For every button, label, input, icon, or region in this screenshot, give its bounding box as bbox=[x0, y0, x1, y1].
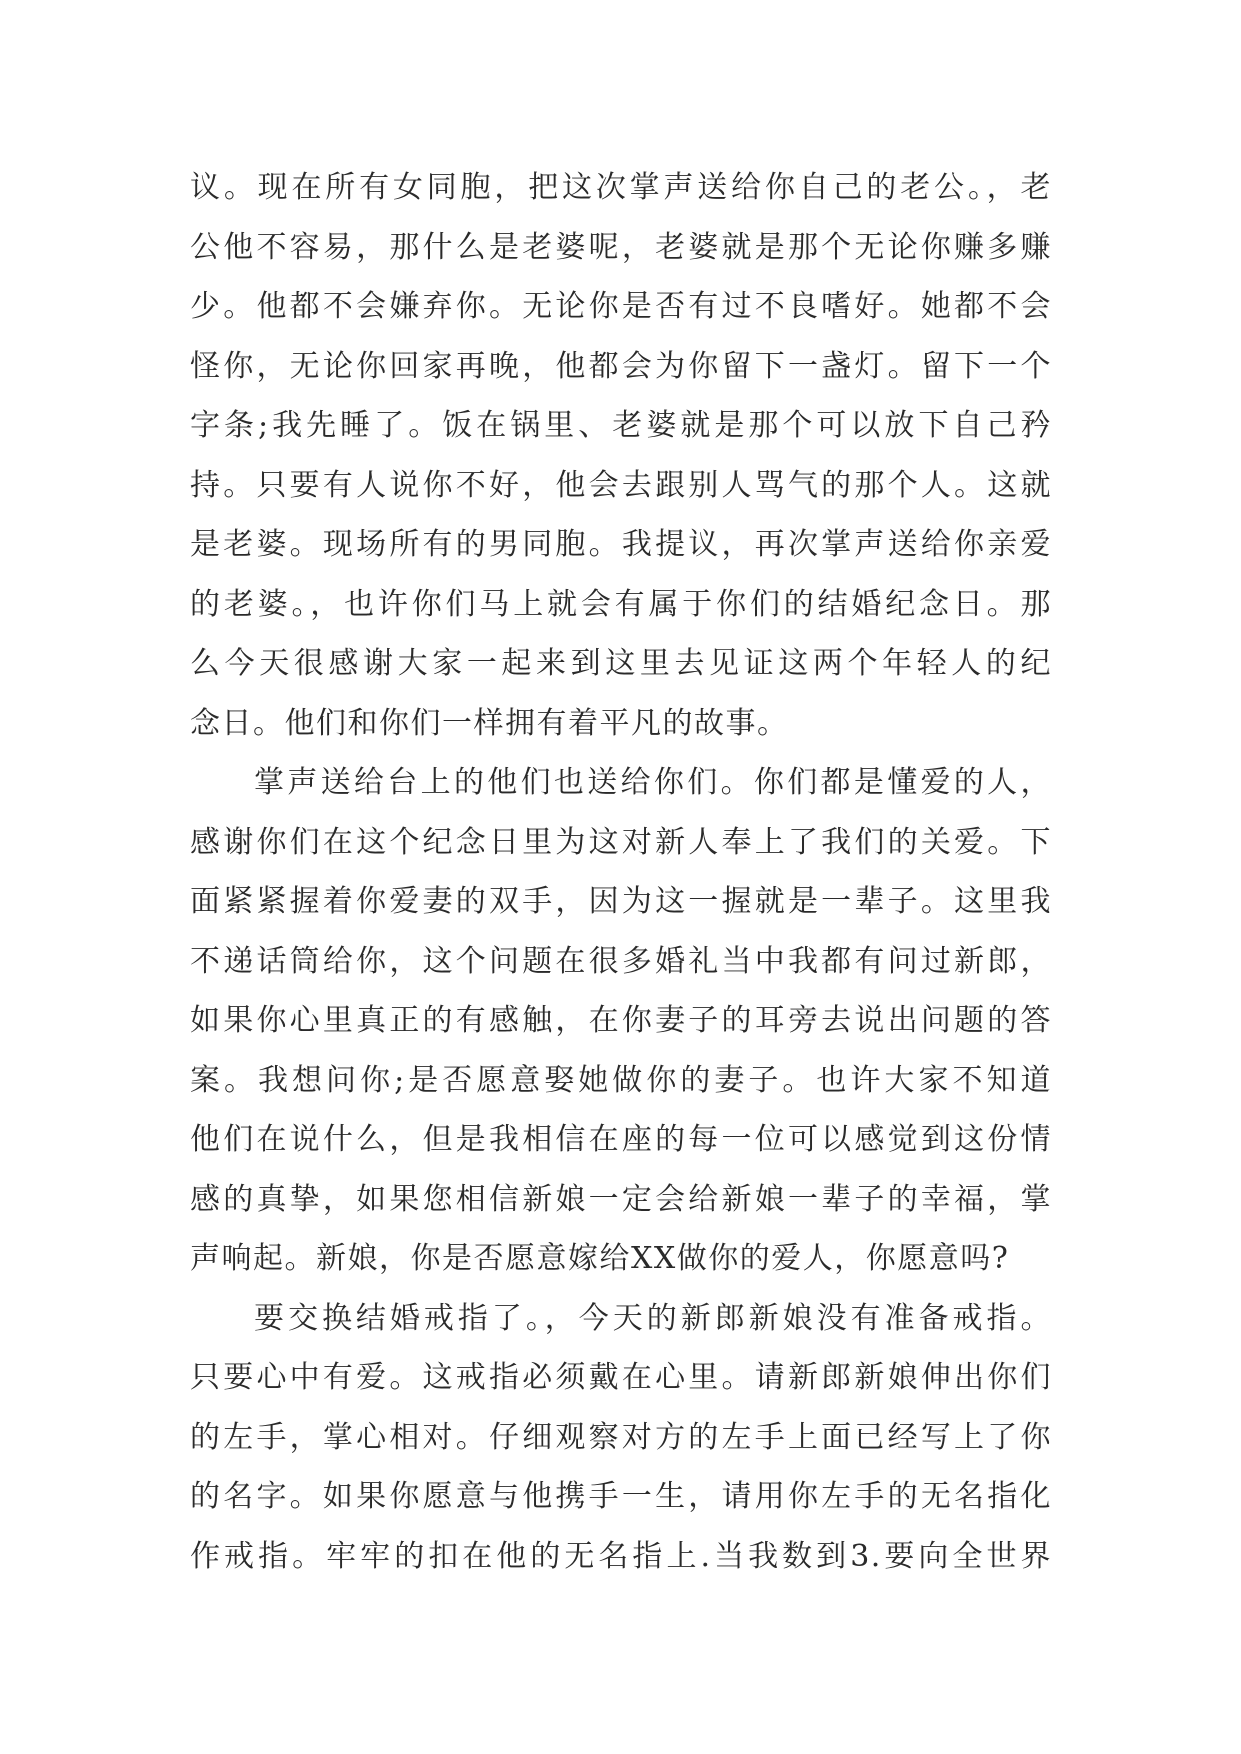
text-line: 如果你心里真正的有感触，在你妻子的耳旁去说出问题的答 bbox=[190, 1003, 1052, 1038]
text-line: 公他不容易，那什么是老婆呢，老婆就是那个无论你赚多赚 bbox=[190, 229, 1052, 265]
text-line: 字条;我先睡了。饭在锅里、老婆就是那个可以放下自己矜 bbox=[190, 408, 1052, 443]
text-line: 不递话筒给你，这个问题在很多婚礼当中我都有问过新郎， bbox=[190, 943, 1052, 979]
text-line: 掌声送给台上的他们也送给你们。你们都是懂爱的人， bbox=[254, 765, 1052, 800]
text-line: 只要心中有爱。这戒指必须戴在心里。请新郎新娘伸出你们 bbox=[190, 1360, 1052, 1395]
text-line: 他们在说什么，但是我相信在座的每一位可以感觉到这份情 bbox=[190, 1122, 1052, 1157]
text-line: 感的真挚，如果您相信新娘一定会给新娘一辈子的幸福，掌 bbox=[190, 1181, 1052, 1217]
text-line: 少。他都不会嫌弃你。无论你是否有过不良嗜好。她都不会 bbox=[190, 289, 1052, 324]
body-text bbox=[190, 158, 1052, 1586]
text-line: 的老婆。，也许你们马上就会有属于你们的结婚纪念日。那 bbox=[190, 586, 1052, 622]
text-line: 念日。他们和你们一样拥有着平凡的故事。 bbox=[190, 705, 789, 741]
text-line: 怪你，无论你回家再晚，他都会为你留下一盏灯。留下一个 bbox=[190, 348, 1052, 384]
text-line: 持。只要有人说你不好，他会去跟别人骂气的那个人。这就 bbox=[190, 467, 1052, 503]
text-line: 么今天很感谢大家一起来到这里去见证这两个年轻人的纪 bbox=[190, 646, 1052, 681]
text-line: 声响起。新娘，你是否愿意嫁给XX做你的爱人，你愿意吗? bbox=[190, 1241, 1010, 1276]
text-line: 议。现在所有女同胞，把这次掌声送给你自己的老公。，老 bbox=[190, 170, 1052, 205]
text-line: 作戒指。牢牢的扣在他的无名指上.当我数到3.要向全世界 bbox=[190, 1538, 1052, 1574]
text-line: 面紧紧握着你爱妻的双手，因为这一握就是一辈子。这里我 bbox=[190, 884, 1052, 919]
text-line: 感谢你们在这个纪念日里为这对新人奉上了我们的关爱。下 bbox=[190, 824, 1052, 860]
text-line: 案。我想问你;是否愿意娶她做你的妻子。也许大家不知道 bbox=[190, 1062, 1052, 1098]
text-line: 的左手，掌心相对。仔细观察对方的左手上面已经写上了你 bbox=[190, 1419, 1052, 1455]
text-line: 要交换结婚戒指了。，今天的新郎新娘没有准备戒指。 bbox=[254, 1300, 1052, 1336]
text-line: 是老婆。现场所有的男同胞。我提议，再次掌声送给你亲爱 bbox=[190, 527, 1052, 562]
text-line: 的名字。如果你愿意与他携手一生，请用你左手的无名指化 bbox=[190, 1479, 1052, 1514]
